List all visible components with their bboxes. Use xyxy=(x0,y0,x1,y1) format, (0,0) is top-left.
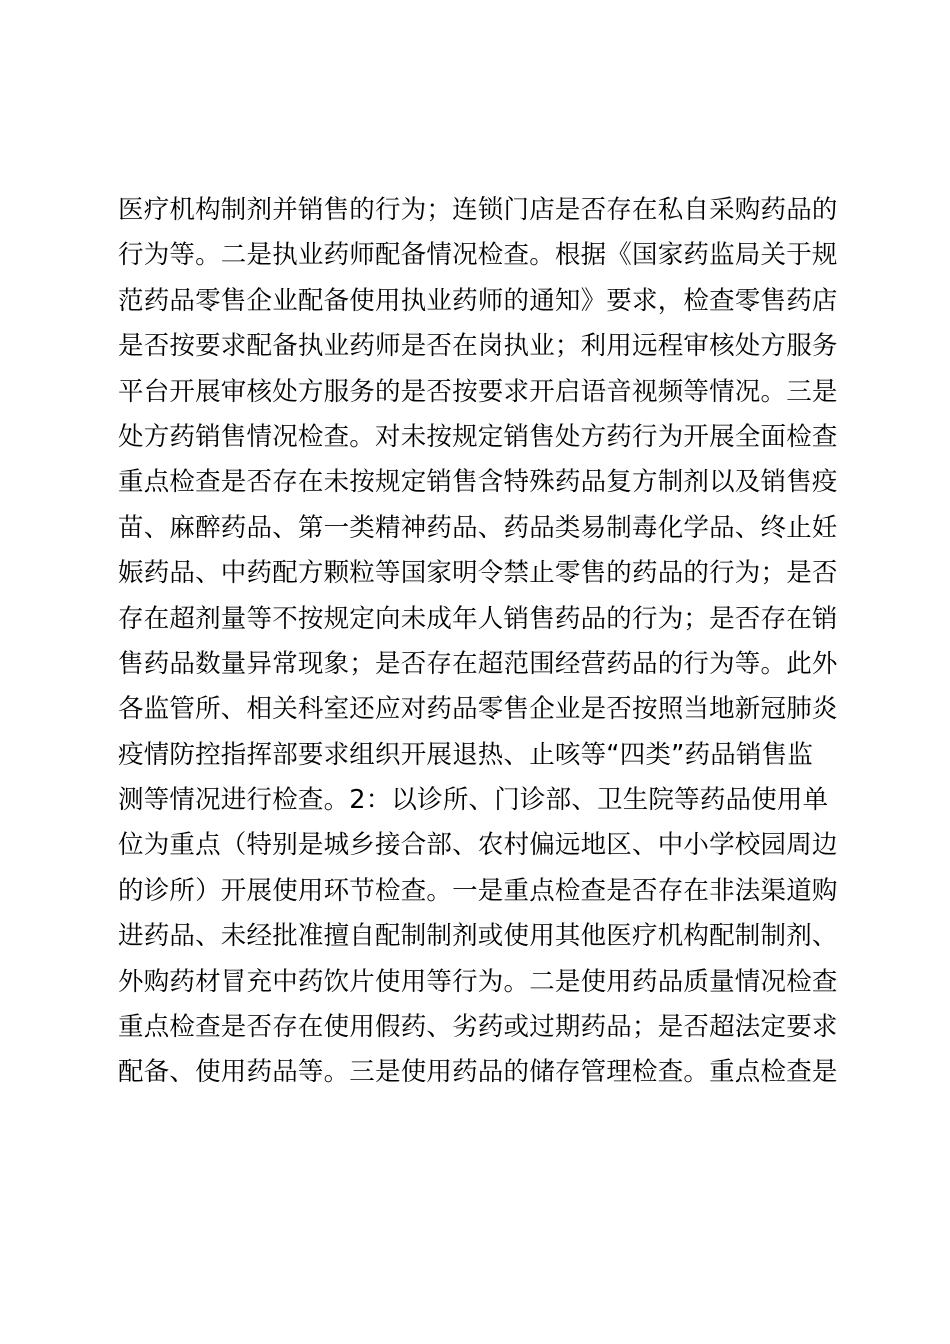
text-line: 外购药材冒充中药饮片使用等行为。二是使用药品质量情况检查 xyxy=(118,966,838,997)
text-line: 医疗机构制剂并销售的行为；连锁门店是否存在私自采购药品的 xyxy=(118,195,838,225)
text-line: 位为重点（特别是城乡接合部、农村偏远地区、中小学校园周边 xyxy=(118,830,838,861)
text-line: 的诊所）开展使用环节检查。一是重点检查是否存在非法渠道购 xyxy=(118,875,838,906)
text-line: 平台开展审核处方服务的是否按要求开启语音视频等情况。三是 xyxy=(118,376,838,407)
text-line: 重点检查是否存在未按规定销售含特殊药品复方制剂以及销售疫 xyxy=(118,467,838,498)
text-line: 是否按要求配备执业药师是否在岗执业；利用远程审核处方服务 xyxy=(118,331,838,362)
text-line: 行为等。二是执业药师配备情况检查。根据《国家药监局关于规 xyxy=(118,240,838,271)
text-line: 配备、使用药品等。三是使用药品的储存管理检查。重点检查是 xyxy=(118,1057,838,1088)
text-line: 疫情防控指挥部要求组织开展退热、止咳等“四类”药品销售监 xyxy=(118,739,814,770)
text-line: 处方药销售情况检查。对未按规定销售处方药行为开展全面检查 xyxy=(118,421,838,452)
text-line: 苗、麻醉药品、第一类精神药品、药品类易制毒化学品、终止妊 xyxy=(118,512,838,543)
text-line: 进药品、未经批准擅自配制制剂或使用其他医疗机构配制制剂、 xyxy=(118,921,838,952)
text-line: 各监管所、相关科室还应对药品零售企业是否按照当地新冠肺炎 xyxy=(118,694,838,725)
text-line: 存在超剂量等不按规定向未成年人销售药品的行为；是否存在销 xyxy=(118,603,838,634)
text-line: 测等情况进行检查。2：以诊所、门诊部、卫生院等药品使用单 xyxy=(118,785,829,816)
text-line: 范药品零售企业配备使用执业药师的通知》要求，检查零售药店 xyxy=(118,285,838,316)
text-line: 重点检查是否存在使用假药、劣药或过期药品；是否超法定要求 xyxy=(118,1012,838,1043)
text-line: 娠药品、中药配方颗粒等国家明令禁止零售的药品的行为；是否 xyxy=(118,558,838,589)
text-line: 售药品数量异常现象；是否存在超范围经营药品的行为等。此外 xyxy=(118,648,838,679)
body-text xyxy=(118,188,838,1096)
